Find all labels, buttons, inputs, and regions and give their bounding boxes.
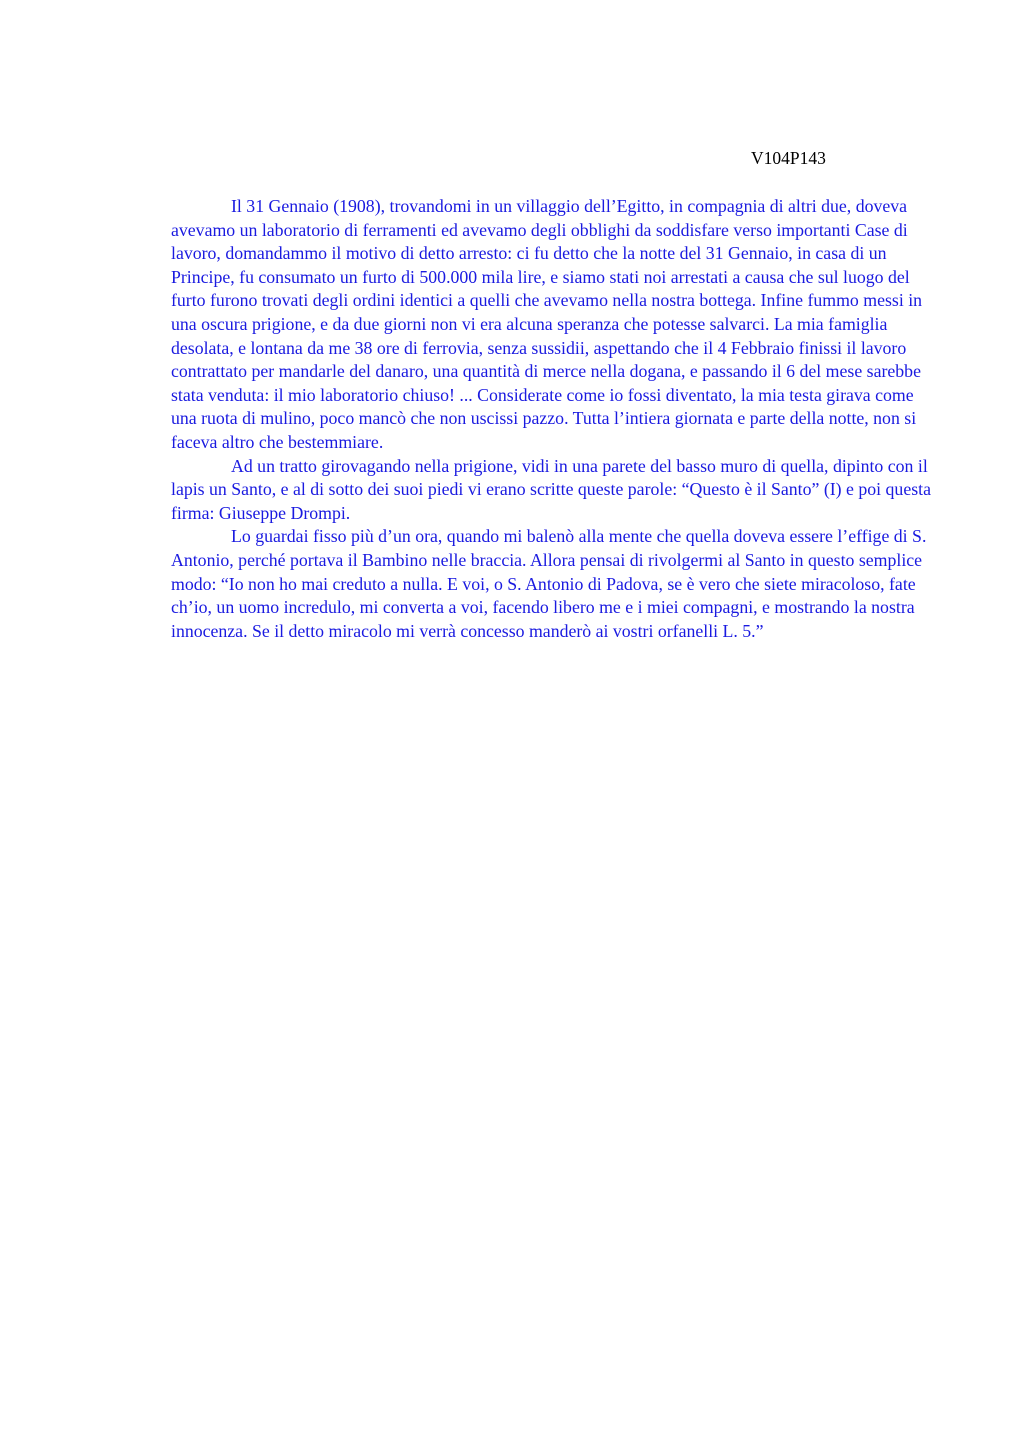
paragraph-1: Il 31 Gennaio (1908), trovandomi in un villaggio dell’Egitto, in compagnia di altri due, doveva avevamo un laboratorio di ferramenti ed avevamo degli obblighi da soddisfare verso importanti Case di lavoro, domandammo il motivo di detto arresto: ci fu detto che la notte del 31 Gennaio, in casa di un Principe, fu consumato un furto di 500.000 mila lire, e siamo stati noi arrestati a causa che sul luogo del furto furono trovati degli ordini identici a quelli che avevamo nella nostra bottega. Infine fummo messi in una oscura prigione, e da due giorni non vi era alcuna speranza che potesse salvarci. La mia famiglia desolata, e lontana da me 38 ore di ferrovia, senza sussidii, aspettando che il 4 Febbraio finissi il lavoro contrattato per mandarle del danaro, una quantità di merce nella dogana, e passando il 6 del mese sarebbe stata venduta: il mio laboratorio chiuso! ... Considerate come io fossi diventato, la mia testa girava come una ruota di mulino, poco mancò che non uscissi pazzo. Tutta l’intiera giornata e parte della notte, non si faceva altro che bestemmiare. — [171, 196, 923, 452]
paragraph-3: Lo guardai fisso più d’un ora, quando mi balenò alla mente che quella doveva essere l’effige di S. Antonio, perché portava il Bambino nelle braccia. Allora pensai di rivolgermi al Santo in questo semplice modo: “Io non ho mai creduto a nulla. E voi, o S. Antonio di Padova, se è vero che siete miracoloso, fate ch’io, un uomo incredulo, mi converta a voi, facendo libero me e i miei compagni, e mostrando la nostra innocenza. Se il detto miracolo mi verrà concesso manderò ai vostri orfanelli L. 5.” — [171, 526, 927, 641]
body-text — [171, 195, 931, 643]
page-identifier: V104P143 — [751, 148, 826, 168]
paragraph-2: Ad un tratto girovagando nella prigione, vidi in una parete del basso muro di quella, dipinto con il lapis un Santo, e al di sotto dei suoi piedi vi erano scritte queste parole: “Questo è il Santo” (I) e poi questa firma: Giuseppe Drompi. — [171, 455, 931, 523]
